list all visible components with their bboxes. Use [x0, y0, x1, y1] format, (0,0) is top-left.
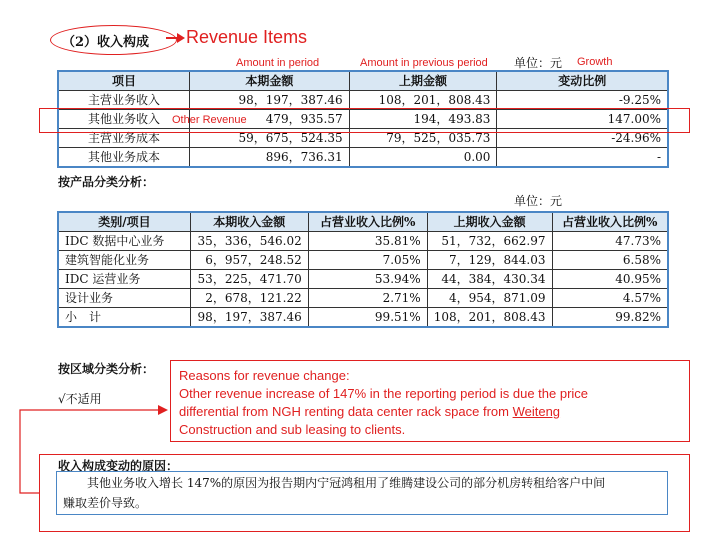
column-header: 类别/项目 — [58, 212, 190, 232]
table-cell: - — [497, 148, 668, 168]
change-reason-text-box — [56, 471, 668, 515]
table-cell: 2，678，121.22 — [190, 289, 308, 308]
table-cell: 53.94% — [308, 270, 427, 289]
reasons-annotation-box — [170, 360, 690, 442]
table-cell: 主营业务成本 — [58, 129, 190, 148]
table-cell: 40.95% — [552, 270, 668, 289]
column-header: 变动比例 — [497, 71, 668, 91]
table-cell: 35，336，546.02 — [190, 232, 308, 251]
table-cell: 53，225，471.70 — [190, 270, 308, 289]
table-cell: 59，675，524.35 — [190, 129, 350, 148]
column-header: 本期收入金额 — [190, 212, 308, 232]
table-cell: 147.00% — [497, 110, 668, 129]
other-revenue-highlight — [39, 108, 690, 133]
not-applicable-label: √不适用 — [58, 392, 102, 406]
table-cell: -24.96% — [497, 129, 668, 148]
table-cell: 建筑智能化业务 — [58, 251, 190, 270]
annotation-amount-in-period: Amount in period — [236, 57, 320, 69]
table-row — [58, 270, 668, 289]
reasons-line-3: Construction and sub leasing to clients. — [179, 422, 406, 437]
reasons-title: Reasons for revenue change: — [179, 368, 350, 383]
table-cell: 7.05% — [308, 251, 427, 270]
table-cell: 7，129，844.03 — [427, 251, 552, 270]
table-row — [58, 251, 668, 270]
table-row — [58, 232, 668, 251]
reasons-line-2 — [179, 403, 681, 421]
table-cell: IDC 运营业务 — [58, 270, 190, 289]
column-header: 项目 — [58, 71, 190, 91]
annotation-other-revenue: Other Revenue — [172, 114, 247, 126]
table-cell: 44，384，430.34 — [427, 270, 552, 289]
table-cell: 896，736.31 — [190, 148, 350, 168]
table-cell: 98，197，387.46 — [190, 91, 350, 110]
table-cell: 0.00 — [349, 148, 497, 168]
product-revenue-table — [57, 211, 669, 328]
change-reason-line-2: 赚取差价导致。 — [63, 496, 148, 510]
table-cell: 108，201，808.43 — [427, 308, 552, 328]
english-title: Revenue Items — [186, 27, 308, 47]
table-cell: 35.81% — [308, 232, 427, 251]
table-cell: 2.71% — [308, 289, 427, 308]
table-cell: 6.58% — [552, 251, 668, 270]
table-cell: 194，493.83 — [349, 110, 497, 129]
unit-label-2: 单位：元 — [514, 194, 563, 208]
table-header-row — [58, 212, 668, 232]
annotation-amount-previous: Amount in previous period — [360, 57, 488, 69]
table-cell: 99.82% — [552, 308, 668, 328]
product-analysis-label: 按产品分类分析： — [58, 175, 155, 189]
column-header: 占营业收入比例% — [308, 212, 427, 232]
table-cell: 79，525，035.73 — [349, 129, 497, 148]
table-cell: 99.51% — [308, 308, 427, 328]
column-header: 占营业收入比例% — [552, 212, 668, 232]
reasons-company-name: Weiteng — [512, 404, 561, 419]
table-row — [58, 308, 668, 328]
column-header: 上期收入金额 — [427, 212, 552, 232]
table-cell: 98，197，387.46 — [190, 308, 308, 328]
annotation-growth: Growth — [577, 56, 613, 68]
reasons-line-1: Other revenue increase of 147% in the reporting period is due the price — [179, 386, 589, 401]
table-cell: -9.25% — [497, 91, 668, 110]
table-header-row — [58, 71, 668, 91]
table-cell: 47.73% — [552, 232, 668, 251]
table-cell: 108，201，808.43 — [349, 91, 497, 110]
section-title: （2）收入构成 — [62, 35, 150, 50]
table-cell: 4，954，871.09 — [427, 289, 552, 308]
table-cell: 4.57% — [552, 289, 668, 308]
table-cell: 51，732，662.97 — [427, 232, 552, 251]
reasons-line-2-text: differential from NGH renting data center rack space from — [179, 404, 513, 419]
change-reason-line-1: 其他业务收入增长 147%的原因为报告期内宁冠鸿租用了维腾建设公司的部分机房转租给客户中间 — [63, 476, 606, 490]
table-cell: 主营业务收入 — [58, 91, 190, 110]
table-row — [58, 91, 668, 110]
arrow-right-icon — [166, 30, 186, 46]
table-row — [58, 289, 668, 308]
table-cell: 设计业务 — [58, 289, 190, 308]
table-row — [58, 148, 668, 168]
table-cell: IDC 数据中心业务 — [58, 232, 190, 251]
table-cell: 6，957，248.52 — [190, 251, 308, 270]
unit-label-1: 单位：元 — [514, 56, 563, 70]
column-header: 本期金额 — [190, 71, 350, 91]
table-cell: 小 计 — [58, 308, 190, 328]
table-cell: 其他业务成本 — [58, 148, 190, 168]
column-header: 上期金额 — [349, 71, 497, 91]
change-reason-title: 收入构成变动的原因： — [58, 459, 179, 473]
table-cell: 479，935.57 — [190, 110, 350, 129]
region-analysis-label: 按区域分类分析： — [58, 362, 155, 376]
table-cell: 其他业务收入 — [58, 110, 190, 129]
